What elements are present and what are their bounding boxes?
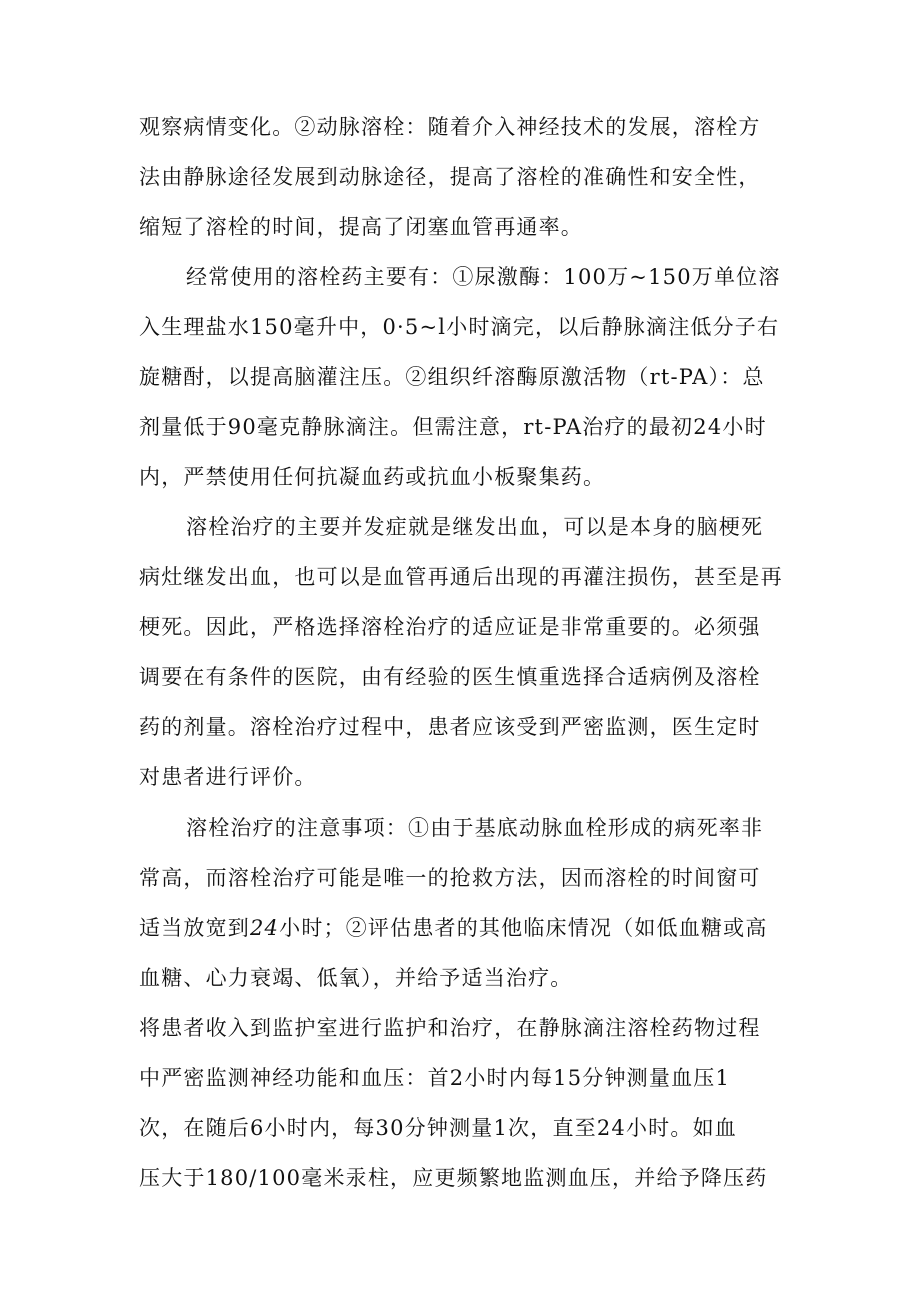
text-line: 次，在随后6小时内，每30分钟测量1次，直至24小时。如血 bbox=[139, 1116, 737, 1140]
text-segment: 小时；②评估患者的其他临床情况（如低血糖或高 bbox=[279, 916, 768, 940]
text-line: 药的剂量。溶栓治疗过程中，患者应该受到严密监测，医生定时 bbox=[139, 715, 761, 739]
text-line: 旋糖酎，以提高脑灌注压。②组织纤溶酶原激活物（rt-PA）：总 bbox=[139, 365, 765, 389]
italic-number: 24 bbox=[250, 916, 280, 940]
paragraph-first-line: 溶栓治疗的注意事项：①由于基底动脉血栓形成的病死率非 bbox=[186, 816, 764, 840]
text-line-mixed bbox=[139, 908, 799, 948]
text-line: 剂量低于90毫克静脉滴注。但需注意，rt-PA治疗的最初24小时 bbox=[139, 415, 767, 439]
text-line: 缩短了溶栓的时间，提高了闭塞血管再通率。 bbox=[139, 215, 583, 239]
text-line: 压大于180/100毫米汞柱，应更频繁地监测血压，并给予降压药 bbox=[139, 1166, 768, 1190]
text-segment: 适当放宽到 bbox=[139, 916, 250, 940]
text-line: 梗死。因此，严格选择溶栓治疗的适应证是非常重要的。必须强 bbox=[139, 615, 761, 639]
text-line: 常高，而溶栓治疗可能是唯一的抢救方法，因而溶栓的时间窗可 bbox=[139, 866, 761, 890]
paragraph-first-line: 经常使用的溶栓药主要有：①尿激酶：100万~150万单位溶 bbox=[186, 265, 781, 289]
text-line: 入生理盐水150毫升中，0·5~l小时滴完，以后静脉滴注低分子右 bbox=[139, 315, 780, 339]
text-line: 法由静脉途径发展到动脉途径，提高了溶栓的准确性和安全性， bbox=[139, 165, 761, 189]
paragraph-first-line: 将患者收入到监护室进行监护和治疗，在静脉滴注溶栓药物过程 bbox=[139, 1016, 761, 1040]
text-line: 调要在有条件的医院，由有经验的医生慎重选择合适病例及溶栓 bbox=[139, 665, 761, 689]
paragraph-first-line: 溶栓治疗的主要并发症就是继发出血，可以是本身的脑梗死 bbox=[186, 515, 764, 539]
text-line: 观察病情变化。②动脉溶栓：随着介入神经技术的发展，溶栓方 bbox=[139, 115, 761, 139]
text-line: 血糖、心力衰竭、低氧），并给予适当治疗。 bbox=[139, 966, 573, 990]
text-line: 中严密监测神经功能和血压：首2小时内每15分钟测量血压1 bbox=[139, 1066, 731, 1090]
text-line: 病灶继发出血，也可以是血管再通后出现的再灌注损伤，甚至是再 bbox=[139, 565, 783, 589]
text-line: 内，严禁使用任何抗凝血药或抗血小板聚集药。 bbox=[139, 465, 606, 489]
text-line: 对患者进行评价。 bbox=[139, 765, 317, 789]
